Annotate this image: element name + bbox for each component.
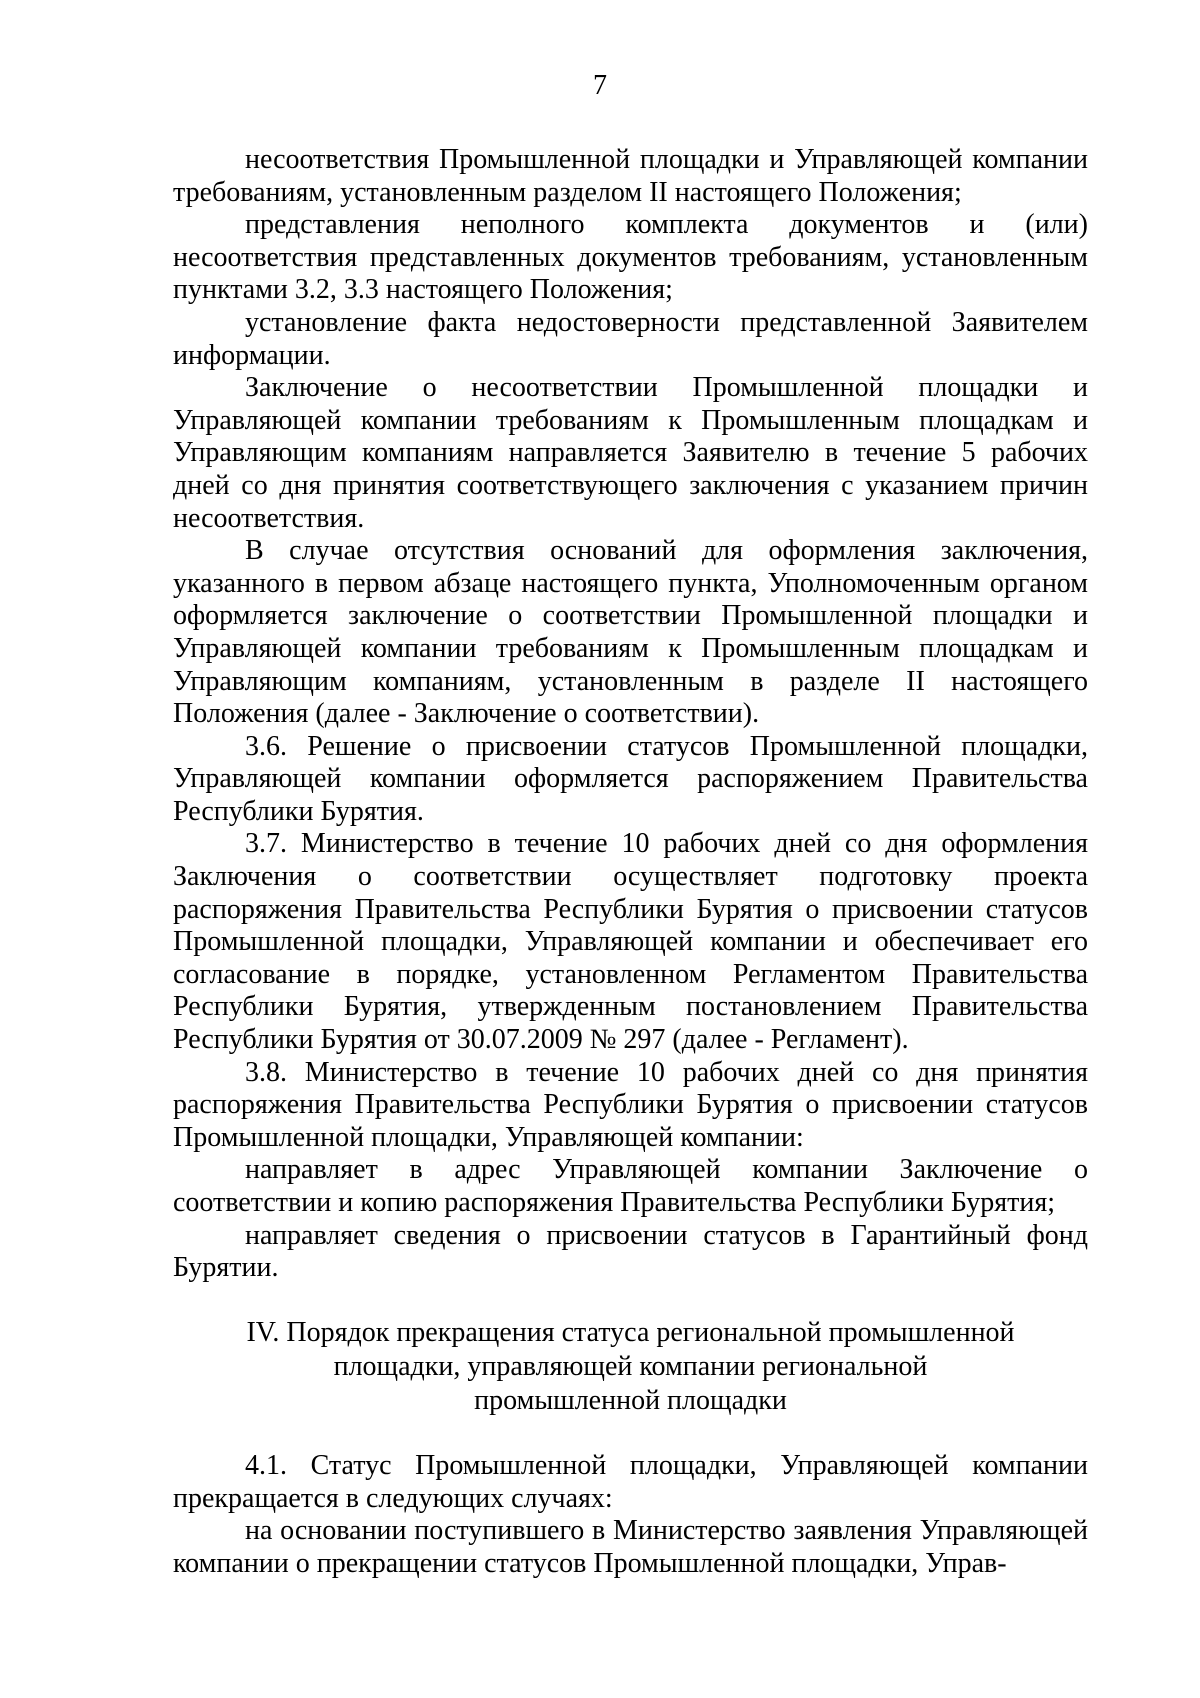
paragraph: направляет сведения о присвоении статусов в Гарантийный фонд Бурятии. (173, 1219, 1088, 1284)
paragraph: В случае отсутствия оснований для оформления заключения, указанного в первом абзаце настоящего пункта, Уполномоченным органом оформляется заключение о соответствии Промышленной площадки и Управляющей компании требованиям к Промышленным площадкам и Управляющим компаниям, установленным в разделе II настоящего Положения (далее - Заключение о соответствии). (173, 535, 1088, 730)
paragraph: 3.7. Министерство в течение 10 рабочих дней со дня оформления Заключения о соответствии осуществляет подготовку проекта распоряжения Правительства Республики Бурятия о присвоении статусов Промышленной площадки, Управляющей компании и обеспечивает его согласование в порядке, установленном Регламентом Правительства Республики Бурятия, утвержденным постановлением Правительства Республики Бурятия от 30.07.2009 № 297 (далее - Регламент). (173, 828, 1088, 1056)
paragraph: представления неполного комплекта документов и (или) несоответствия представленных документов требованиям, установленным пунктами 3.2, 3.3 настоящего Положения; (173, 209, 1088, 306)
section-heading-line: площадки, управляющей компании региональной (333, 1351, 928, 1382)
section-heading-line: промышленной площадки (474, 1385, 787, 1416)
section-heading-line: IV. Порядок прекращения статуса региональной промышленной (246, 1317, 1015, 1348)
paragraph: 3.6. Решение о присвоении статусов Промышленной площадки, Управляющей компании оформляется распоряжением Правительства Республики Бурятия. (173, 730, 1088, 827)
section-body-text (173, 1450, 1088, 1580)
paragraph: направляет в адрес Управляющей компании Заключение о соответствии и копию распоряжения Правительства Республики Бурятия; (173, 1154, 1088, 1218)
paragraph: на основании поступившего в Министерство заявления Управляющей компании о прекращении статусов Промышленной площадки, Управ- (173, 1515, 1088, 1579)
body-text (173, 144, 1088, 1285)
paragraph: несоответствия Промышленной площадки и Управляющей компании требованиям, установленным разделом II настоящего Положения; (173, 144, 1088, 208)
section-heading (173, 1316, 1088, 1418)
page-number: 7 (593, 70, 607, 101)
paragraph: Заключение о несоответствии Промышленной площадки и Управляющей компании требованиям к Промышленным площадкам и Управляющим компаниям направляется Заявителю в течение 5 рабочих дней со дня принятия соответствующего заключения с указанием причин несоответствия. (173, 372, 1088, 534)
paragraph: 4.1. Статус Промышленной площадки, Управляющей компании прекращается в следующих случаях: (173, 1450, 1088, 1514)
paragraph: 3.8. Министерство в течение 10 рабочих дней со дня принятия распоряжения Правительства Республики Бурятия о присвоении статусов Промышленной площадки, Управляющей компании: (173, 1056, 1088, 1153)
paragraph: установление факта недостоверности представленной Заявителем информации. (173, 306, 1088, 371)
